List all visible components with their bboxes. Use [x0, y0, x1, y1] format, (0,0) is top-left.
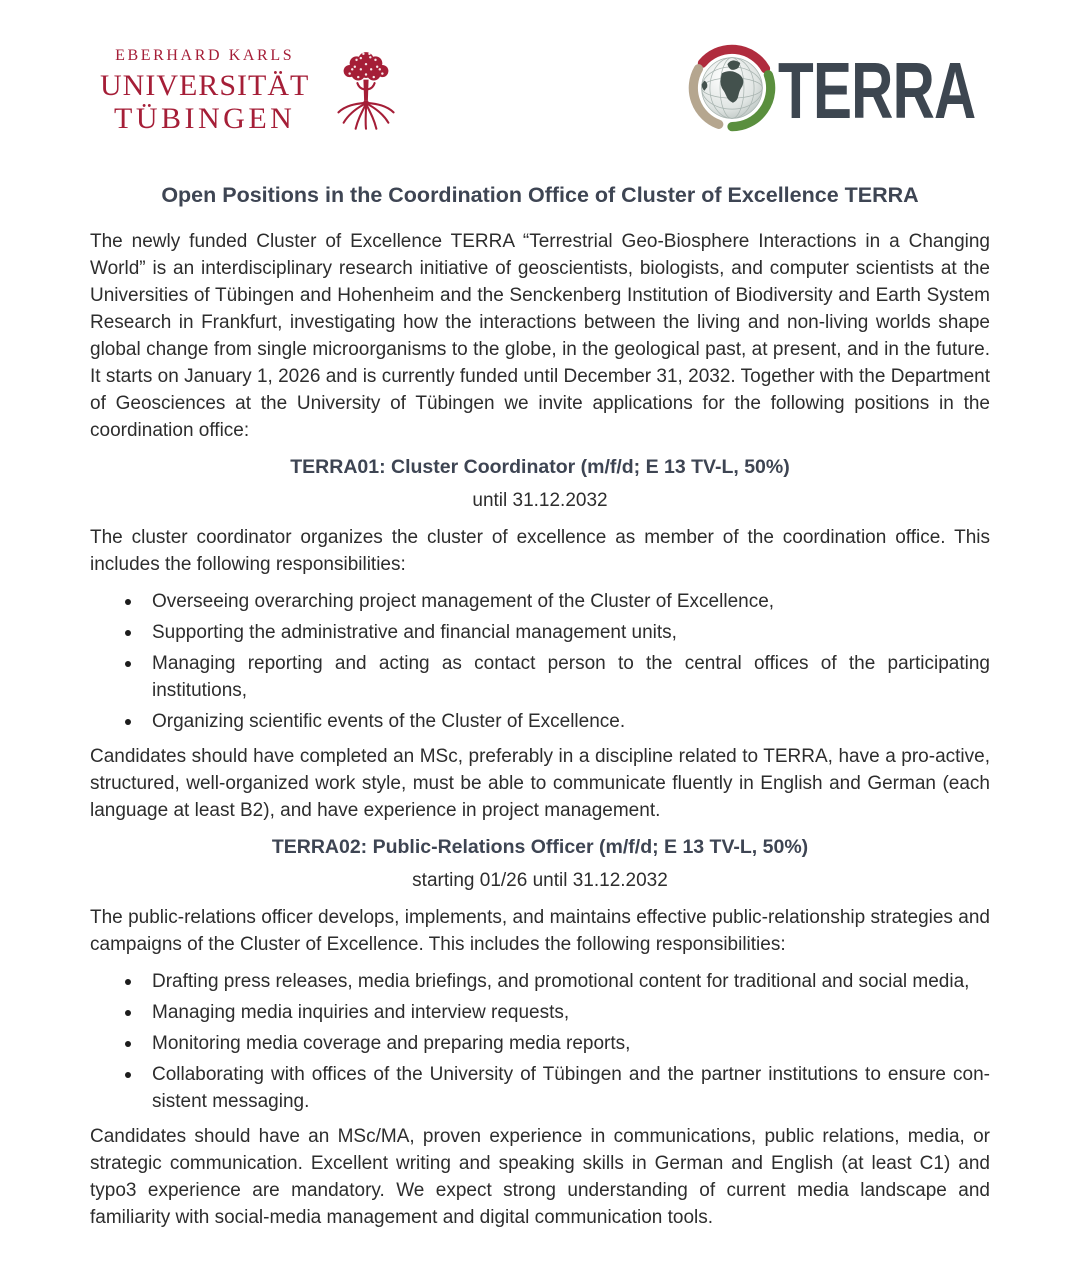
intro-paragraph: The newly funded Cluster of Excellence TERRA “Terrestrial Geo-Biosphere Interactions in a Changing World” is an interdisciplinary research initiative of geoscientists, biologists, and computer scientists at the Universities of Tübingen and Hohenheim and the Senckenberg Institution of Biodiversity and Earth System Research in Frankfurt, investigating how the interactions between the living and non-living worlds shape global change from single microorganisms to the globe, in the geological past, at present, and in the future. It starts on January 1, 2026 and is currently funded until December 31, 2032. Together with the Department of Geosciences at the University of Tübingen we invite applications for the following positions in the coordination office: — [90, 231, 990, 441]
document-title: Open Positions in the Coordination Office of Cluster of Excellence TERRA — [161, 183, 919, 207]
university-wordmark-line2: UNIVERSITÄT — [100, 69, 310, 102]
terra-logo — [686, 42, 982, 139]
terra-wordmark-wrap — [778, 43, 982, 139]
terra-wordmark: TERRA — [778, 45, 976, 135]
position-duration-terra02: starting 01/26 until 31.12.2032 — [412, 870, 668, 891]
university-wordmark-line1: EBERHARD KARLS — [115, 47, 295, 64]
position-heading-terra01: TERRA01: Cluster Coordinator (m/f/d; E 13 TV-L, 50%) — [290, 456, 790, 478]
candidates-paragraph-terra01: Candidates should have completed an MSc, preferably in a discipline related to TERRA, have a pro-active, structured, well-organized work style, must be able to communicate fluently in English and German (each language at least B2), and have experience in project management. — [90, 746, 990, 821]
header-logos — [90, 42, 990, 139]
position-section-terra01 — [90, 456, 990, 824]
position-description-terra02: The public-relations officer develops, implements, and maintains effective public-relationship strategies and campaigns of the Cluster of Excellence. This includes the following responsibilities: — [90, 907, 990, 955]
list-item: Managing reporting and acting as contact person to the central offices of the participating institutions, — [152, 650, 990, 704]
list-item: Organizing scientific events of the Cluster of Excellence. — [152, 708, 990, 735]
terra-globe-icon — [686, 42, 778, 139]
responsibilities-list-terra02 — [90, 968, 990, 1115]
candidates-paragraph-terra02: Candidates should have an MSc/MA, proven experience in communications, public relations, media, or strategic communication. Excellent writing and speaking skills in German and English (at least C1) and typo3 experience are mandatory. We expect strong understanding of current media landscape and familiarity with social-media management and digital communication tools. — [90, 1126, 990, 1228]
university-wordmark — [100, 46, 309, 135]
list-item: Monitoring media coverage and preparing media reports, — [152, 1030, 990, 1057]
position-duration-terra01: until 31.12.2032 — [472, 490, 608, 511]
position-heading-terra02: TERRA02: Public-Relations Officer (m/f/d; E 13 TV-L, 50%) — [271, 836, 809, 858]
list-item: Drafting press releases, media briefings, and promotional content for traditional and social media, — [152, 968, 990, 995]
list-item: Supporting the administrative and financial management units, — [152, 619, 990, 646]
list-item: Managing media inquiries and interview requests, — [152, 999, 990, 1026]
list-item: Overseeing overarching project management of the Cluster of Excellence, — [152, 588, 990, 615]
university-wordmark-line3: TÜBINGEN — [114, 102, 296, 135]
list-item: Collaborating with offices of the University of Tübingen and the partner institutions to ensure consistent messaging. — [152, 1061, 990, 1115]
position-description-terra01: The cluster coordinator organizes the cluster of excellence as member of the coordination office. This includes the following responsibilities: — [90, 527, 990, 575]
responsibilities-list-terra01 — [90, 588, 990, 735]
tuebingen-tree-icon — [335, 46, 397, 139]
university-tuebingen-logo — [100, 46, 397, 139]
position-section-terra02 — [90, 836, 990, 1231]
